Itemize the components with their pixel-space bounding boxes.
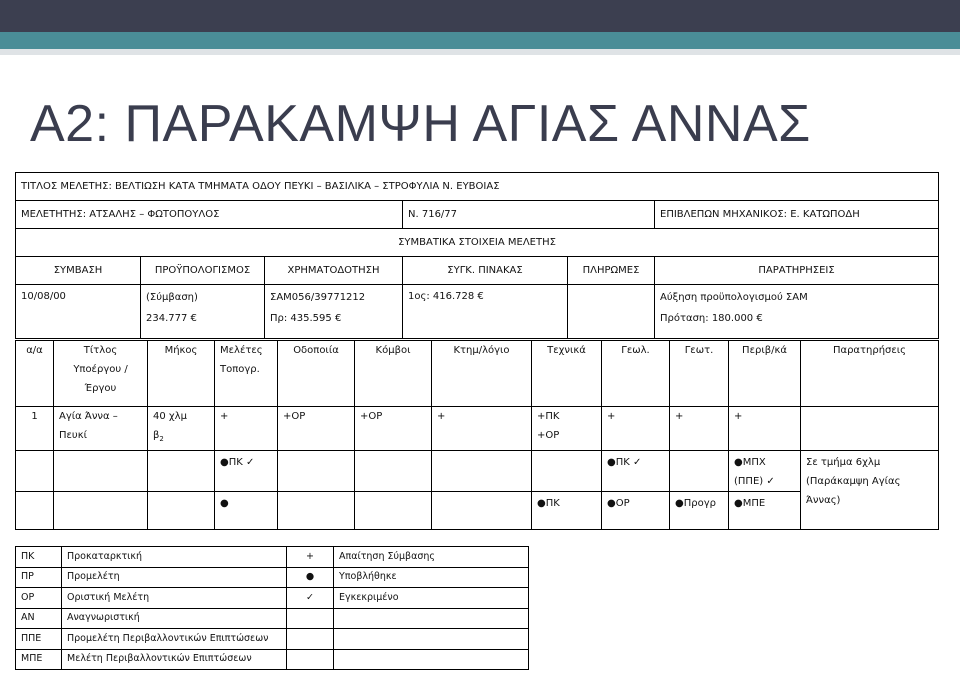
header-comparative: ΣΥΓΚ. ΠΙΝΑΚΑΣ [403, 257, 568, 285]
legend-desc: Προμελέτη [62, 567, 287, 588]
row2-env-line-2: (ΠΠΕ) ✓ [734, 476, 775, 487]
law-cell: Ν. 716/77 [403, 201, 655, 229]
row3-length [148, 492, 215, 530]
row2-topo: ●ΠΚ ✓ [215, 451, 278, 492]
funding-cell [265, 285, 403, 339]
legend-symbol [287, 629, 334, 650]
col-env: Περιβ/κά [729, 341, 801, 407]
budget-line-2: 234.777 € [146, 313, 197, 324]
top-teal-band [0, 32, 960, 49]
legend-meaning: Απαίτηση Σύμβασης [334, 547, 529, 568]
legend-desc: Μελέτη Περιβαλλοντικών Επιπτώσεων [62, 649, 287, 670]
row1-title-line-2: Πευκί [59, 430, 87, 441]
legend-abbr: ΜΠΕ [16, 649, 62, 670]
designer-label: ΜΕΛΕΤΗΤΗΣ [21, 209, 83, 220]
header-contract: ΣΥΜΒΑΣΗ [16, 257, 141, 285]
legend-row [16, 588, 529, 609]
row1-technical [532, 407, 602, 451]
legend-row [16, 629, 529, 650]
legend-symbol [287, 649, 334, 670]
study-title-row [16, 173, 939, 201]
row1-land: + [432, 407, 532, 451]
col-length: Μήκος [148, 341, 215, 407]
row2-land [432, 451, 532, 492]
contract-date: 10/08/00 [16, 285, 141, 339]
row3-env: ●ΜΠΕ [729, 492, 801, 530]
col-title [54, 341, 148, 407]
col-topo-line-2: Τοπογρ. [220, 364, 260, 375]
row2-remarks [801, 451, 939, 530]
row3-nodes [355, 492, 432, 530]
row3-technical: ●ΠΚ [532, 492, 602, 530]
row1-geol: + [602, 407, 670, 451]
col-nodes: Κόμβοι [355, 341, 432, 407]
legend-meaning: Εγκεκριμένο [334, 588, 529, 609]
row2-env-line-1: ●ΜΠΧ [734, 457, 766, 468]
row1-aa: 1 [16, 407, 54, 451]
row2-road [278, 451, 355, 492]
legend-desc: Προκαταρκτική [62, 547, 287, 568]
budget-cell [141, 285, 265, 339]
supervisor-value: : Ε. ΚΑΤΩΠΟΔΗ [783, 209, 860, 220]
legend-abbr: ΠΚ [16, 547, 62, 568]
row2-env [729, 451, 801, 492]
row1-length-line-1: 40 χλμ [153, 411, 187, 422]
col-geot: Γεωτ. [670, 341, 729, 407]
row1-technical-line-1: +ΠΚ [537, 411, 560, 422]
row1-geot: + [670, 407, 729, 451]
study-title-label: ΤΙΤΛΟΣ ΜΕΛΕΤΗΣ [21, 181, 109, 192]
row1-title [54, 407, 148, 451]
row2-aa [16, 451, 54, 492]
col-land: Κτημ/λόγιο [432, 341, 532, 407]
notes-line-1: Αύξηση προϋπολογισμού ΣΑΜ [660, 292, 808, 303]
row2-technical [532, 451, 602, 492]
header-notes: ΠΑΡΑΤΗΡΗΣΕΙΣ [655, 257, 939, 285]
row3-geot: ●Προγρ [670, 492, 729, 530]
col-aa: α/α [16, 341, 54, 407]
legend-symbol: + [287, 547, 334, 568]
row2-remarks-line-3: Άννας) [806, 495, 841, 506]
top-light-band [0, 49, 960, 55]
row3-topo: ● [215, 492, 278, 530]
legend-desc: Αναγνωριστική [62, 608, 287, 629]
legend-meaning [334, 629, 529, 650]
col-remarks: Παρατηρήσεις [801, 341, 939, 407]
row2-nodes [355, 451, 432, 492]
legend-row [16, 608, 529, 629]
col-technical: Τεχνικά [532, 341, 602, 407]
col-road: Οδοποιία [278, 341, 355, 407]
row1-topo: + [215, 407, 278, 451]
designer-cell [16, 201, 403, 229]
legend-symbol [287, 608, 334, 629]
row1-technical-line-2: +ΟΡ [537, 430, 560, 441]
legend-desc: Προμελέτη Περιβαλλοντικών Επιπτώσεων [62, 629, 287, 650]
supervisor-label: ΕΠΙΒΛΕΠΩΝ ΜΗΧΑΝΙΚΟΣ [660, 209, 784, 220]
budget-line-1: (Σύμβαση) [146, 292, 198, 303]
row1-length-beta: β [153, 430, 160, 441]
legend-row [16, 649, 529, 670]
row1-length-line-2 [153, 426, 209, 449]
header-funding: ΧΡΗΜΑΤΟΔΟΤΗΣΗ [265, 257, 403, 285]
supervisor-cell [655, 201, 939, 229]
row1-length [148, 407, 215, 451]
row2-geot [670, 451, 729, 492]
row1-length-sub: 2 [159, 435, 164, 443]
row2-remarks-line-2: (Παράκαμψη Αγίας [806, 476, 901, 487]
row2-title [54, 451, 148, 492]
notes-cell [655, 285, 939, 339]
designer-value: : ΑΤΣΑΛΗΣ – ΦΩΤΟΠΟΥΛΟΣ [82, 209, 220, 220]
study-title-value: : ΒΕΛΤΙΩΣΗ ΚΑΤΑ ΤΜΗΜΑΤΑ ΟΔΟΥ ΠΕΥΚΙ – ΒΑΣΙΛΙΚΑ – ΣΤΡΟΦΥΛΙΑ Ν. ΕΥΒΟΙΑΣ [108, 181, 500, 192]
header-payments: ΠΛΗΡΩΜΕΣ [568, 257, 655, 285]
row3-land [432, 492, 532, 530]
row2-remarks-line-1: Σε τμήμα 6χλμ [806, 457, 881, 468]
legend-abbr: ΠΠΕ [16, 629, 62, 650]
notes-line-2: Πρόταση: 180.000 € [660, 313, 763, 324]
row3-road [278, 492, 355, 530]
funding-line-1: ΣΑΜ056/39771212 [270, 292, 366, 303]
header-budget: ΠΡΟΫΠΟΛΟΓΙΣΜΟΣ [141, 257, 265, 285]
row2-geol: ●ΠΚ ✓ [602, 451, 670, 492]
row2-length [148, 451, 215, 492]
legend-row [16, 547, 529, 568]
comparative-cell: 1ος: 416.728 € [403, 285, 568, 339]
row1-road: +ΟΡ [278, 407, 355, 451]
row1-remarks [801, 407, 939, 451]
col-geol: Γεωλ. [602, 341, 670, 407]
col-topo-line-1: Μελέτες [220, 345, 263, 356]
legend-table [15, 546, 529, 670]
study-info-table [15, 172, 939, 339]
row1-nodes: +ΟΡ [355, 407, 432, 451]
row3-geol: ●ΟΡ [602, 492, 670, 530]
page-title: Α2: ΠΑΡΑΚΑΜΨΗ ΑΓΙΑΣ ΑΝΝΑΣ [30, 95, 811, 153]
legend-row [16, 567, 529, 588]
top-dark-band [0, 0, 960, 32]
row3-title [54, 492, 148, 530]
funding-line-2: Πρ: 435.595 € [270, 313, 342, 324]
project-table [15, 340, 939, 530]
row3-aa [16, 492, 54, 530]
section-title: ΣΥΜΒΑΤΙΚΑ ΣΤΟΙΧΕΙΑ ΜΕΛΕΤΗΣ [16, 229, 939, 257]
col-title-line-1: Τίτλος [83, 345, 118, 356]
legend-abbr: ΑΝ [16, 608, 62, 629]
legend-abbr: ΠΡ [16, 567, 62, 588]
legend-abbr: ΟΡ [16, 588, 62, 609]
col-title-line-3: Έργου [84, 383, 117, 394]
legend-desc: Οριστική Μελέτη [62, 588, 287, 609]
legend-symbol: ● [287, 567, 334, 588]
col-title-line-2: Υποέργου / [73, 364, 128, 375]
legend-symbol: ✓ [287, 588, 334, 609]
legend-meaning [334, 649, 529, 670]
row1-title-line-1: Αγία Άννα – [59, 411, 118, 422]
col-topo [215, 341, 278, 407]
payments-cell [568, 285, 655, 339]
legend-meaning: Υποβλήθηκε [334, 567, 529, 588]
row1-env: + [729, 407, 801, 451]
legend-meaning [334, 608, 529, 629]
